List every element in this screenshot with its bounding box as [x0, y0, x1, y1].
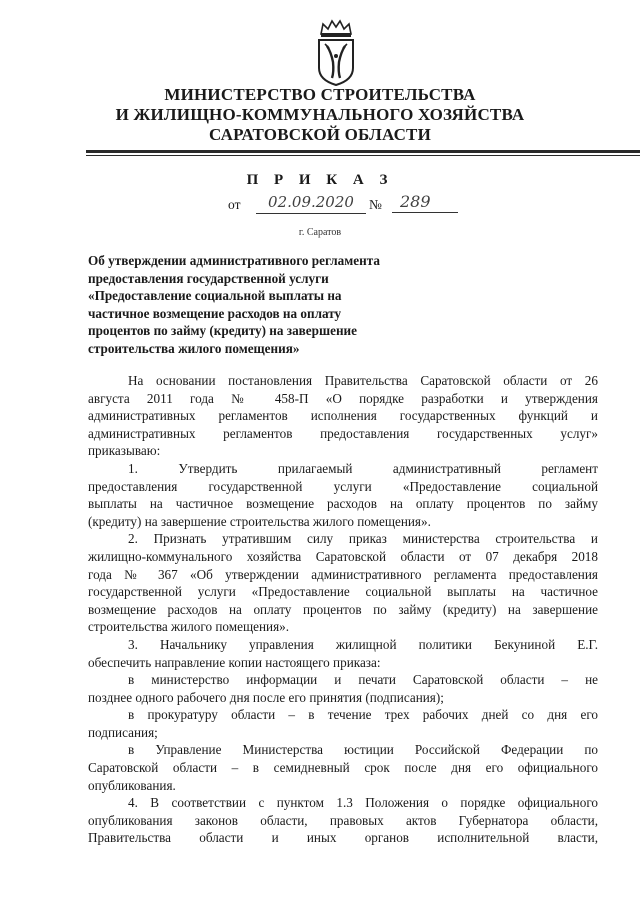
subject-line: «Предоставление социальной выплаты на	[88, 288, 342, 304]
body-line: жилищно-коммунального хозяйства Саратовской области от 07 декабря 2018	[88, 548, 598, 564]
date-prefix: от	[228, 197, 241, 212]
body-line: позднее одного рабочего дня после его принятия (подписания);	[88, 689, 444, 705]
body-line: опубликования законов области, правовых актов Губернатора области,	[88, 812, 598, 828]
body-line: 3. Начальнику управления жилищной политики Бекуниной Е.Г.	[128, 636, 598, 652]
subject-line: строительства жилого помещения»	[88, 340, 300, 356]
body-line: административных регламентов исполнения государственных функций и	[88, 408, 598, 424]
order-number: 289	[392, 190, 458, 213]
body-line: 2. Признать утратившим силу приказ министерства строительства и	[128, 531, 598, 547]
body-line: подписания;	[88, 724, 158, 740]
ministry-name-line-1: МИНИСТЕРСТВО СТРОИТЕЛЬСТВА	[164, 85, 476, 104]
body-line: года № 367 «Об утверждении административного регламента предоставления	[88, 566, 598, 582]
body-line: предоставления государственной услуги «Предоставление социальной	[88, 478, 598, 494]
body-line: Саратовской области – в семидневный срок после дня его официального	[88, 760, 598, 776]
body-line: опубликования.	[88, 777, 176, 793]
body-line: августа 2011 года № 458-П «О порядке разработки и утверждения	[88, 390, 598, 406]
coat-of-arms-emblem	[313, 18, 359, 86]
subject-line: предоставления государственной услуги	[88, 270, 329, 286]
body-line: в прокуратуру области – в течение трех рабочих дней со дня его	[128, 707, 598, 723]
body-line: выплаты на частичное возмещение расходов на оплату процентов по займу	[88, 496, 598, 512]
subject-line: Об утверждении административного регламента	[88, 253, 380, 268]
body-line: строительства жилого помещения».	[88, 619, 290, 635]
number-prefix: №	[369, 197, 382, 212]
header-divider-thick	[86, 150, 640, 153]
body-line: 4. В соответствии с пунктом 1.3 Положения о порядке официального	[128, 795, 598, 811]
city-label: г. Саратов	[298, 227, 342, 238]
order-date: 02.09.2020	[256, 191, 366, 214]
body-line: приказываю:	[88, 443, 161, 459]
body-line: На основании постановления Правительства Саратовской области от 26	[128, 373, 598, 388]
body-line: в Управление Министерства юстиции Российской Федерации по	[128, 742, 598, 758]
body-line: возмещение расходов на оплату процентов по займу (кредиту) на завершение	[88, 601, 598, 617]
order-title: П Р И К А З	[246, 172, 394, 188]
subject-line: процентов по займу (кредиту) на завершение	[88, 323, 358, 339]
body-line: (кредиту) на завершение строительства жилого помещения».	[88, 513, 431, 529]
body-line: 1. Утвердить прилагаемый административный регламент	[128, 460, 598, 476]
order-body	[88, 372, 598, 847]
body-line: государственной услуги «Предоставление социальной выплаты на частичное	[88, 584, 598, 600]
body-line: в министерство информации и печати Саратовской области – не	[128, 672, 598, 688]
body-line: Правительства области и иных органов исполнительной власти,	[88, 830, 598, 846]
ministry-name-line-2: И ЖИЛИЩНО-КОММУНАЛЬНОГО ХОЗЯЙСТВА	[115, 105, 525, 124]
header-divider-thin	[86, 155, 640, 156]
body-line: обеспечить направление копии настоящего приказа:	[88, 654, 381, 670]
subject-line: частичное возмещение расходов на оплату	[88, 305, 342, 321]
ministry-name-line-3: САРАТОВСКОЙ ОБЛАСТИ	[208, 125, 432, 144]
body-line: административных регламентов предоставления государственных услуг»	[88, 425, 598, 441]
order-subject	[88, 252, 448, 358]
